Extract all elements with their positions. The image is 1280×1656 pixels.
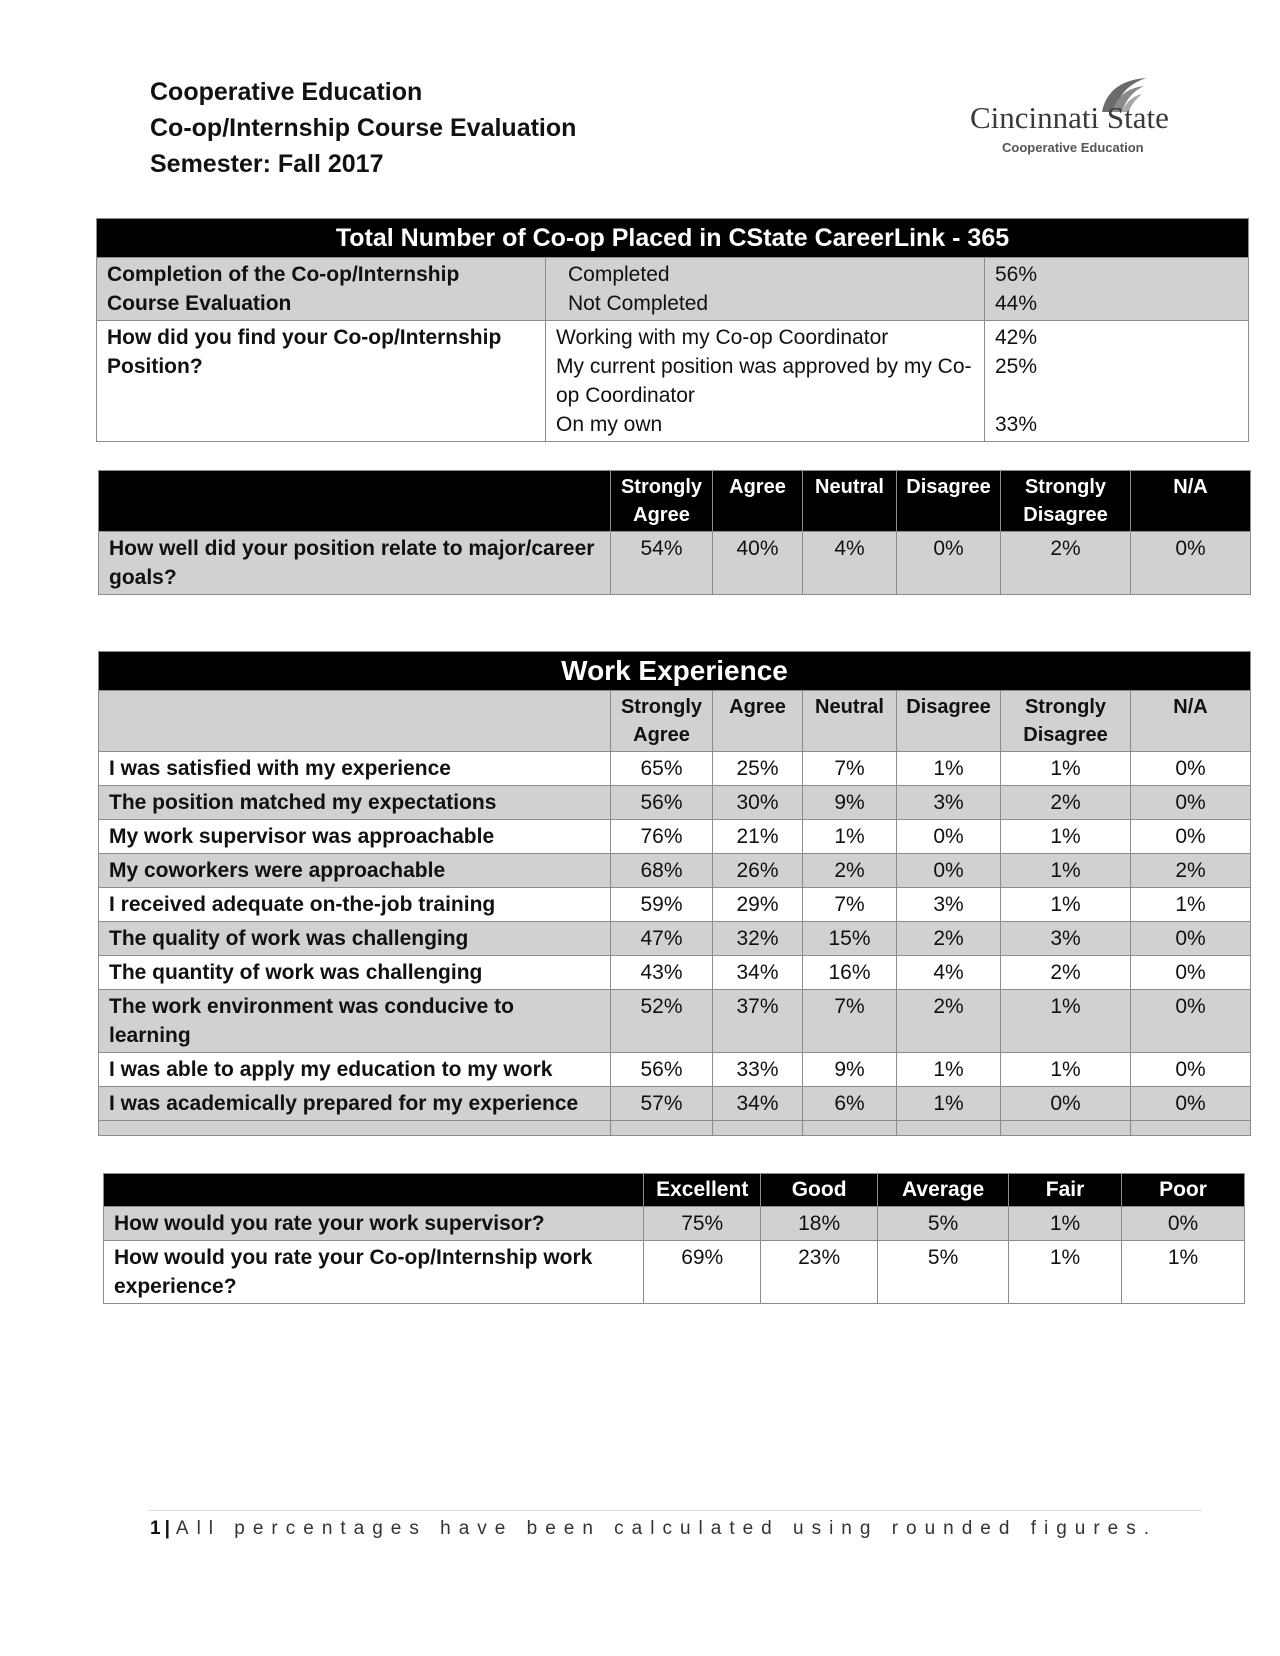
row-label: The quantity of work was challenging xyxy=(99,956,611,990)
cell-value: 0% xyxy=(1122,1207,1245,1241)
padding-cell xyxy=(803,1121,897,1136)
header-blank xyxy=(99,691,611,752)
cell-value: 1% xyxy=(1001,752,1131,786)
cell-value: 0% xyxy=(1131,922,1251,956)
not-completed-value: 44% xyxy=(995,292,1038,315)
table-row xyxy=(99,854,1251,888)
cell-value: 0% xyxy=(1131,1053,1251,1087)
cell-value: 4% xyxy=(897,956,1001,990)
page-number: 1 xyxy=(150,1518,161,1539)
work-experience-title-row xyxy=(99,652,1251,691)
document-header xyxy=(150,74,576,182)
cell-value: 69% xyxy=(644,1241,761,1304)
placement-title: Total Number of Co-op Placed in CState CareerLink - 365 xyxy=(97,219,1249,258)
table-row xyxy=(99,786,1251,820)
work-experience-table xyxy=(98,651,1251,1136)
padding-cell xyxy=(611,1121,713,1136)
cell-value: 1% xyxy=(897,752,1001,786)
row-label: I received adequate on-the-job training xyxy=(99,888,611,922)
cell-value: 18% xyxy=(761,1207,878,1241)
row-label: My work supervisor was approachable xyxy=(99,820,611,854)
page-footer xyxy=(150,1518,1157,1540)
logo-name: Cincinnati State xyxy=(970,100,1169,135)
cell-value: 2% xyxy=(1001,956,1131,990)
career-goals-header-row xyxy=(99,471,1251,532)
cell-value: 43% xyxy=(611,956,713,990)
table-row xyxy=(99,888,1251,922)
cell-value: 23% xyxy=(761,1241,878,1304)
header-strongly-disagree: Strongly Disagree xyxy=(1001,471,1131,532)
find-option-value: 25% xyxy=(995,355,1038,378)
find-position-options xyxy=(546,321,985,442)
table-row xyxy=(99,532,1251,595)
header-department: Cooperative Education xyxy=(150,78,423,106)
footer-divider xyxy=(148,1510,1202,1511)
cell-value: 2% xyxy=(897,990,1001,1053)
cell-value: 0% xyxy=(1131,786,1251,820)
padding-cell xyxy=(1131,1121,1251,1136)
cell-value: 0% xyxy=(1131,752,1251,786)
cell-value: 56% xyxy=(611,786,713,820)
header-agree: Agree xyxy=(713,471,803,532)
cell-value: 0% xyxy=(897,820,1001,854)
cell-value: 2% xyxy=(1001,786,1131,820)
header-neutral: Neutral xyxy=(803,691,897,752)
table-row xyxy=(99,922,1251,956)
row-label: The quality of work was challenging xyxy=(99,922,611,956)
header-good: Good xyxy=(761,1174,878,1207)
header-poor: Poor xyxy=(1122,1174,1245,1207)
row-label: The position matched my expectations xyxy=(99,786,611,820)
cell-value: 75% xyxy=(644,1207,761,1241)
work-experience-header-row xyxy=(99,691,1251,752)
cell-value: 1% xyxy=(897,1053,1001,1087)
cell-value: 52% xyxy=(611,990,713,1053)
header-na: N/A xyxy=(1131,691,1251,752)
cell-value: 40% xyxy=(713,532,803,595)
cell-value: 2% xyxy=(1131,854,1251,888)
placement-title-row xyxy=(97,219,1249,258)
row-label: I was academically prepared for my experience xyxy=(99,1087,611,1121)
header-average: Average xyxy=(878,1174,1009,1207)
table-row xyxy=(99,956,1251,990)
rating-header-row xyxy=(104,1174,1245,1207)
cell-value: 0% xyxy=(1131,1087,1251,1121)
table-row xyxy=(99,1087,1251,1121)
cell-value: 59% xyxy=(611,888,713,922)
row-label: My coworkers were approachable xyxy=(99,854,611,888)
cell-value: 1% xyxy=(1001,1053,1131,1087)
row-label: The work environment was conducive to learning xyxy=(99,990,611,1053)
header-agree: Agree xyxy=(713,691,803,752)
placement-table xyxy=(96,218,1249,442)
header-fair: Fair xyxy=(1009,1174,1122,1207)
completion-values xyxy=(985,258,1249,321)
cell-value: 1% xyxy=(1001,990,1131,1053)
cell-value: 21% xyxy=(713,820,803,854)
find-position-row xyxy=(97,321,1249,442)
cell-value: 1% xyxy=(1009,1207,1122,1241)
cell-value: 1% xyxy=(1001,854,1131,888)
header-strongly-agree: Strongly Agree xyxy=(611,471,713,532)
padding-cell xyxy=(99,1121,611,1136)
cell-value: 7% xyxy=(803,990,897,1053)
row-label: How would you rate your Co-op/Internship work experience? xyxy=(104,1241,644,1304)
footer-separator: | xyxy=(164,1518,170,1539)
table-row xyxy=(99,1053,1251,1087)
cell-value: 1% xyxy=(1009,1241,1122,1304)
footer-note: All percentages have been calculated using rounded figures. xyxy=(175,1518,1158,1539)
table-row xyxy=(99,820,1251,854)
find-option-label: My current position was approved by my Co-op Coordinator xyxy=(556,355,972,407)
table-row xyxy=(99,990,1251,1053)
padding-cell xyxy=(713,1121,803,1136)
cell-value: 16% xyxy=(803,956,897,990)
cell-value: 37% xyxy=(713,990,803,1053)
row-label: How well did your position relate to major/career goals? xyxy=(99,532,611,595)
completion-options xyxy=(546,258,985,321)
header-neutral: Neutral xyxy=(803,471,897,532)
cell-value: 0% xyxy=(897,532,1001,595)
cell-value: 6% xyxy=(803,1087,897,1121)
cell-value: 1% xyxy=(897,1087,1001,1121)
cell-value: 0% xyxy=(1131,820,1251,854)
cell-value: 9% xyxy=(803,1053,897,1087)
work-experience-body xyxy=(99,752,1251,1136)
cell-value: 0% xyxy=(1131,990,1251,1053)
cell-value: 68% xyxy=(611,854,713,888)
completed-label: Completed xyxy=(568,263,670,286)
find-option-value: 33% xyxy=(995,413,1038,436)
rating-table xyxy=(103,1173,1245,1304)
cell-value: 1% xyxy=(1122,1241,1245,1304)
cell-value: 1% xyxy=(803,820,897,854)
cell-value: 34% xyxy=(713,1087,803,1121)
cell-value: 57% xyxy=(611,1087,713,1121)
cell-value: 32% xyxy=(713,922,803,956)
cell-value: 2% xyxy=(897,922,1001,956)
cell-value: 30% xyxy=(713,786,803,820)
find-option-value: 42% xyxy=(995,326,1038,349)
row-label: I was satisfied with my experience xyxy=(99,752,611,786)
cell-value: 65% xyxy=(611,752,713,786)
logo-subtitle: Cooperative Education xyxy=(1002,140,1144,155)
table-padding-row xyxy=(99,1121,1251,1136)
cell-value: 4% xyxy=(803,532,897,595)
header-blank xyxy=(104,1174,644,1207)
cell-value: 47% xyxy=(611,922,713,956)
cell-value: 2% xyxy=(1001,532,1131,595)
completed-value: 56% xyxy=(995,263,1038,286)
completion-label: Completion of the Co-op/Internship Course Evaluation xyxy=(97,258,546,321)
header-strongly-disagree: Strongly Disagree xyxy=(1001,691,1131,752)
cell-value: 2% xyxy=(803,854,897,888)
find-position-label: How did you find your Co-op/Internship Position? xyxy=(97,321,546,442)
cell-value: 9% xyxy=(803,786,897,820)
cell-value: 15% xyxy=(803,922,897,956)
table-row xyxy=(104,1241,1245,1304)
padding-cell xyxy=(897,1121,1001,1136)
cell-value: 34% xyxy=(713,956,803,990)
table-row xyxy=(99,752,1251,786)
padding-cell xyxy=(1001,1121,1131,1136)
cell-value: 33% xyxy=(713,1053,803,1087)
work-experience-title: Work Experience xyxy=(99,652,1251,691)
find-position-values xyxy=(985,321,1249,442)
table-row xyxy=(104,1207,1245,1241)
header-blank xyxy=(99,471,611,532)
cell-value: 1% xyxy=(1001,888,1131,922)
row-label: How would you rate your work supervisor? xyxy=(104,1207,644,1241)
row-label: I was able to apply my education to my work xyxy=(99,1053,611,1087)
cell-value: 7% xyxy=(803,888,897,922)
not-completed-label: Not Completed xyxy=(568,292,709,315)
header-title: Co-op/Internship Course Evaluation xyxy=(150,114,577,142)
cell-value: 26% xyxy=(713,854,803,888)
cell-value: 3% xyxy=(1001,922,1131,956)
cell-value: 25% xyxy=(713,752,803,786)
cell-value: 0% xyxy=(897,854,1001,888)
cell-value: 1% xyxy=(1001,820,1131,854)
completion-row xyxy=(97,258,1249,321)
cell-value: 29% xyxy=(713,888,803,922)
header-strongly-agree: Strongly Agree xyxy=(611,691,713,752)
cell-value: 0% xyxy=(1001,1087,1131,1121)
cell-value: 1% xyxy=(1131,888,1251,922)
cell-value: 76% xyxy=(611,820,713,854)
find-option-label: Working with my Co-op Coordinator xyxy=(556,326,889,349)
cincinnati-state-logo xyxy=(970,70,1180,160)
cell-value: 56% xyxy=(611,1053,713,1087)
cell-value: 3% xyxy=(897,786,1001,820)
cell-value: 0% xyxy=(1131,532,1251,595)
cell-value: 5% xyxy=(878,1207,1009,1241)
cell-value: 3% xyxy=(897,888,1001,922)
cell-value: 0% xyxy=(1131,956,1251,990)
cell-value: 54% xyxy=(611,532,713,595)
header-na: N/A xyxy=(1131,471,1251,532)
header-semester: Semester: Fall 2017 xyxy=(150,150,384,178)
cell-value: 7% xyxy=(803,752,897,786)
find-option-label: On my own xyxy=(556,413,663,436)
career-goals-table xyxy=(98,470,1251,595)
header-disagree: Disagree xyxy=(897,691,1001,752)
header-disagree: Disagree xyxy=(897,471,1001,532)
cell-value: 5% xyxy=(878,1241,1009,1304)
header-excellent: Excellent xyxy=(644,1174,761,1207)
